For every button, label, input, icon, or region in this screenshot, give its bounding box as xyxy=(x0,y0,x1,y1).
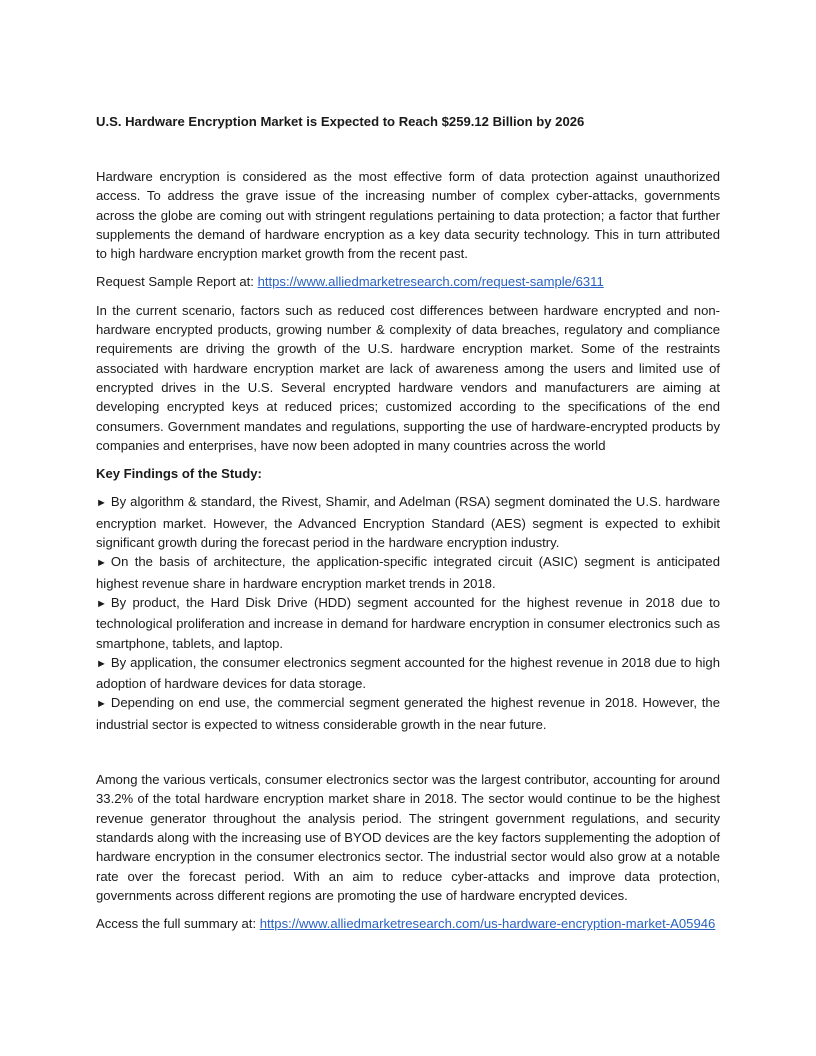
finding-text: By product, the Hard Disk Drive (HDD) segment accounted for the highest revenue in 2018 due to technological proliferation and increase in demand for hardware encryption in consumer electronics such as smartphone, tablets, and laptop. xyxy=(96,594,720,651)
finding-text: On the basis of architecture, the application-specific integrated circuit (ASIC) segment is anticipated highest revenue share in hardware encryption market trends in 2018. xyxy=(96,554,720,591)
scenario-paragraph: In the current scenario, factors such as reduced cost differences between hardware encrypted and non-hardware encrypted products, growing number & complexity of data breaches, regulatory and compliance requirements are driving the growth of the U.S. hardware encryption market. Some of the restraints associated with hardware encryption market are lack of awareness among the users and limited use of encrypted drives in the U.S. Several encrypted hardware vendors and manufacturers are aiming at developing encrypted keys at reduced prices; customized according to the specifications of the end consumers. Government mandates and regulations, supporting the use of hardware-encrypted products by companies and enterprises, have now been adopted in many countries across the world xyxy=(96,302,720,453)
finding-item xyxy=(96,653,720,694)
bullet-arrow-icon: ► xyxy=(96,497,107,510)
finding-item xyxy=(96,492,720,552)
intro-paragraph: Hardware encryption is considered as the most effective form of data protection against unauthorized access. To address the grave issue of the increasing number of complex cyber-attacks, governments across the globe are coming out with stringent regulations pertaining to data protection; a factor that further supplements the demand of hardware encryption as a key data security technology. This in turn attributed to high hardware encryption market growth from the recent past. xyxy=(96,169,720,262)
bullet-arrow-icon: ► xyxy=(96,657,107,670)
bullet-arrow-icon: ► xyxy=(96,597,107,610)
key-findings-heading: Key Findings of the Study: xyxy=(96,466,262,482)
key-findings-list xyxy=(96,492,720,734)
sample-request-link[interactable]: https://www.alliedmarketresearch.com/request-sample/6311 xyxy=(257,274,604,290)
bullet-arrow-icon: ► xyxy=(96,698,107,711)
full-summary-line xyxy=(96,914,720,933)
sample-request-label: Request Sample Report at: xyxy=(96,274,258,290)
full-summary-label: Access the full summary at: xyxy=(96,916,260,932)
document-title: U.S. Hardware Encryption Market is Expected to Reach $259.12 Billion by 2026 xyxy=(96,114,585,129)
full-summary-link[interactable]: https://www.alliedmarketresearch.com/us-hardware-encryption-market-A05946 xyxy=(259,916,716,932)
finding-item xyxy=(96,693,720,734)
bullet-arrow-icon: ► xyxy=(96,557,107,570)
finding-text: By application, the consumer electronics segment accounted for the highest revenue in 2018 due to high adoption of hardware devices for data storage. xyxy=(96,654,720,692)
finding-text: Depending on end use, the commercial segment generated the highest revenue in 2018. However, the industrial sector is expected to witness considerable growth in the near future. xyxy=(96,695,720,732)
sample-request-line xyxy=(96,272,720,291)
finding-item xyxy=(96,593,720,653)
verticals-paragraph: Among the various verticals, consumer electronics sector was the largest contributor, accounting for around 33.2% of the total hardware encryption market share in 2018. The sector would continue to be the highest revenue generator throughout the analysis period. The stringent government regulations, and security standards along with the increasing use of BYOD devices are the key factors supplementing the adoption of hardware encryption in the consumer electronics sector. The industrial sector would also grow at a notable rate over the forecast period. With an aim to reduce cyber-attacks and improve data protection, governments across different regions are promoting the use of hardware encrypted devices. xyxy=(96,772,720,903)
document-page xyxy=(96,112,720,942)
finding-item xyxy=(96,552,720,593)
finding-text: By algorithm & standard, the Rivest, Shamir, and Adelman (RSA) segment dominated the U.S. hardware encryption market. However, the Advanced Encryption Standard (AES) segment is expected to exhibit significant growth during the forecast period in the hardware encryption industry. xyxy=(96,494,720,551)
